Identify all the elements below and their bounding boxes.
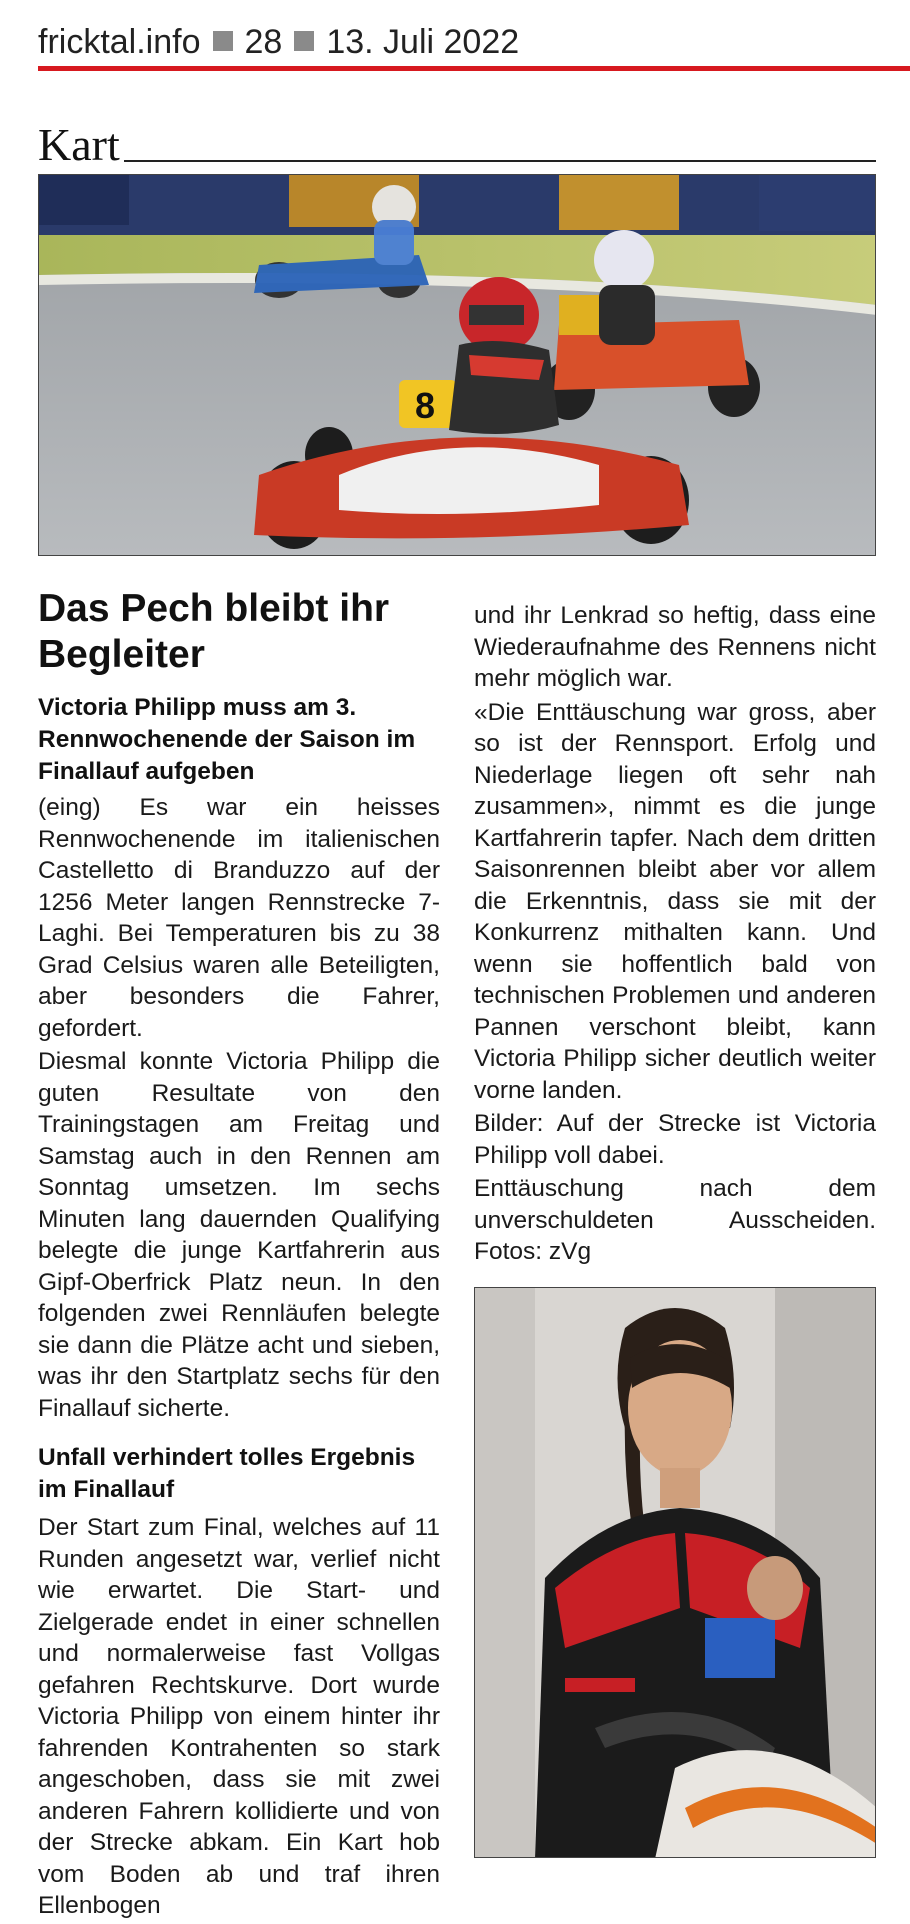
- separator-square-icon: [213, 31, 233, 51]
- site-name: fricktal.info: [38, 23, 201, 61]
- svg-text:8: 8: [415, 385, 436, 426]
- article-paragraph: Der Start zum Final, welches auf 11 Runden angesetzt war, verlief nicht wie erwartet. Die Start- und Zielgerade endet in einer schnellen und normalerweise fast Vollgas gefahren Rechtskurve. Dort wurde Victoria Philipp von einem hinter ihr fahrenden Kontrahenten so stark angeschoben, dass sie mit zwei anderen Fahrern kollidierte und von der Strecke abkam. Ein Kart hob vom Boden ab und traf ihren Ellenbogen: [38, 1514, 440, 1919]
- issue-date: 13. Juli 2022: [326, 23, 520, 61]
- article-intertitle: Unfall verhindert tolles Ergebnis im Finallauf: [38, 1444, 416, 1503]
- article-headline: Das Pech bleibt ihr Begleiter: [38, 587, 390, 676]
- article-paragraph: (eing) Es war ein heisses Rennwochenende im italienischen Castelletto di Branduzzo auf der 1256 Meter langen Rennstrecke 7-Laghi. Bei Temperaturen bis zu 38 Grad Celsius waren alle Beteiligten, aber besonders die Fahrer, gefordert.: [38, 794, 440, 1042]
- section-title: Kart: [38, 119, 120, 170]
- section-heading: [38, 118, 876, 168]
- section-rule: [124, 160, 876, 162]
- photo-karts-on-track: [38, 174, 876, 556]
- article-quote: «Die Enttäuschung war gross, aber so ist der Rennsport. Erfolg und Niederlage liegen oft sehr nah zusammen», nimmt es die junge Kartfahrerin tapfer. Nach dem dritten Saisonrennen bleibt aber vor allem die Erkenntnis, dass sie mit der Konkurrenz mithalten kann. Und wenn sie hoffentlich bald von technischen Problemen und anderen Pannen verschont bleibt, kann Victoria Philipp sicher deutlich weiter vorne landen.: [474, 698, 876, 1104]
- photo-caption: Bilder: Auf der Strecke ist Victoria Philipp voll dabei.: [474, 1110, 876, 1169]
- photo-driver-portrait: [474, 1287, 876, 1858]
- karts-illustration: [39, 175, 876, 556]
- article-paragraph: und ihr Lenkrad so heftig, dass eine Wiederaufnahme des Rennens nicht mehr möglich war.: [474, 602, 876, 692]
- driver-illustration: [475, 1288, 876, 1858]
- issue-number: 28: [244, 23, 283, 61]
- article-column-right: [474, 600, 876, 1270]
- article-paragraph: Diesmal konnte Victoria Philipp die guten Resultate von den Trainingstagen am Freitag und Samstag auch in den Rennen am Sonntag umsetzen. Im sechs Minuten lang dauernden Qualifying belegte die junge Kartfahrerin aus Gipf-Oberfrick Platz neun. In den folgenden zwei Rennläufen belegte sie dann die Plätze acht und sieben, was ihr den Startplatz sechs für den Finallauf sicherte.: [38, 1048, 440, 1422]
- header-rule: [38, 66, 910, 71]
- article-subhead: Victoria Philipp muss am 3. Rennwochenende der Saison im Finallauf aufgeben: [38, 694, 416, 785]
- page-header: [38, 18, 910, 66]
- photo-caption: Enttäuschung nach dem unverschuldeten Ausscheiden. Fotos: zVg: [474, 1175, 876, 1265]
- article-column-left: [38, 586, 440, 1924]
- separator-square-icon: [294, 31, 314, 51]
